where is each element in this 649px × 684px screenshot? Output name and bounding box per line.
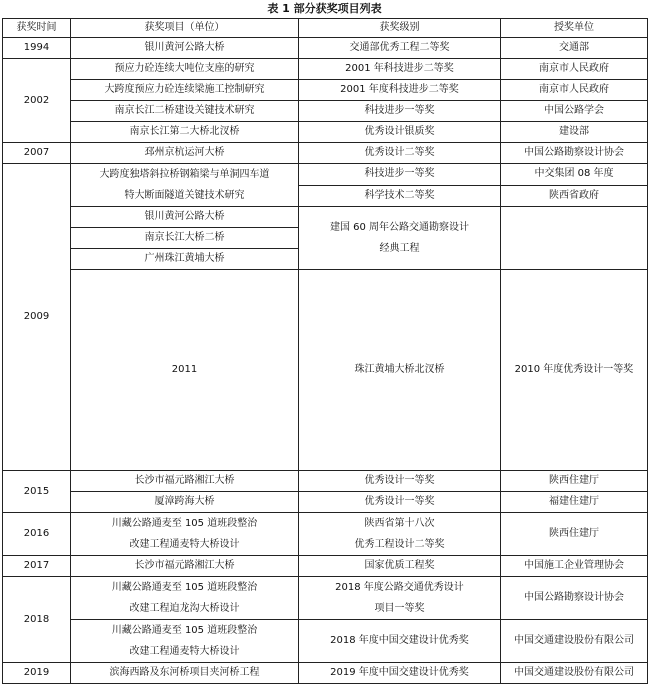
project-line: 特大断面隧道关键技术研究 (124, 190, 245, 201)
level-line: 2018 年度公路交通优秀设计 (335, 582, 464, 593)
year-cell: 1994 (3, 38, 71, 59)
year-cell: 2007 (3, 143, 71, 164)
project-cell (71, 577, 299, 620)
header-org: 授奖单位 (501, 19, 648, 38)
project-cell: 邳州京杭运河大桥 (71, 143, 299, 164)
org-cell: 中交集团 08 年度 (501, 164, 648, 186)
project-cell: 南京长江第二大桥北汊桥 (71, 122, 299, 143)
year-cell: 2015 (3, 471, 71, 513)
project-cell (71, 164, 299, 207)
table-row (3, 143, 648, 164)
table-row (3, 101, 648, 122)
project-cell: 南京长江二桥建设关键技术研究 (71, 101, 299, 122)
project-cell (71, 620, 299, 663)
year-cell: 2017 (3, 556, 71, 577)
table-row (3, 492, 648, 513)
table-title: 表 1 部分获奖项目列表 (267, 2, 382, 15)
table-row (3, 80, 648, 101)
org-cell: 陕西住建厅 (501, 513, 648, 556)
project-cell (71, 513, 299, 556)
table-row (3, 556, 648, 577)
project-line: 改建工程通麦特大桥设计 (129, 539, 240, 550)
level-cell: 2010 年度优秀设计一等奖 (501, 270, 648, 471)
org-cell: 福建住建厅 (501, 492, 648, 513)
year-cell: 2016 (3, 513, 71, 556)
level-cell: 交通部优秀工程二等奖 (299, 38, 501, 59)
table-row (3, 471, 648, 492)
project-cell: 银川黄河公路大桥 (71, 207, 299, 228)
project-line: 川藏公路通麦至 105 道班段整治 (111, 582, 258, 593)
header-project: 获奖项目（单位） (71, 19, 299, 38)
org-cell: 建设部 (501, 122, 648, 143)
project-line: 大跨度独塔斜拉桥钢箱梁与单洞四车道 (99, 169, 270, 180)
level-cell: 科技进步一等奖 (299, 101, 501, 122)
org-cell: 中国交通建设股份有限公司 (501, 620, 648, 663)
org-cell: 中国施工企业管理协会 (501, 556, 648, 577)
level-cell: 2001 年度科技进步二等奖 (299, 80, 501, 101)
table-row (3, 663, 648, 684)
level-line: 陕西省第十八次 (364, 518, 435, 529)
project-cell: 南京长江大桥二桥 (71, 228, 299, 249)
project-cell: 广州珠江黄埔大桥 (71, 249, 299, 270)
level-cell (299, 207, 501, 270)
level-cell (299, 513, 501, 556)
org-cell: 中国公路勘察设计协会 (501, 577, 648, 620)
level-line: 优秀工程设计二等奖 (354, 539, 445, 550)
org-cell: 中国公路勘察设计协会 (501, 143, 648, 164)
project-line: 改建工程迫龙沟大桥设计 (129, 603, 240, 614)
project-cell: 银川黄河公路大桥 (71, 38, 299, 59)
org-cell: 中国公路学会 (501, 101, 648, 122)
org-cell: 交通部 (501, 38, 648, 59)
level-cell: 2019 年度中国交建设计优秀奖 (299, 663, 501, 684)
header-level: 获奖级别 (299, 19, 501, 38)
header-year: 获奖时间 (3, 19, 71, 38)
year-cell: 2002 (3, 59, 71, 143)
org-cell: 陕西住建厅 (501, 471, 648, 492)
level-cell: 优秀设计一等奖 (299, 492, 501, 513)
level-cell: 国家优质工程奖 (299, 556, 501, 577)
level-cell: 科技进步一等奖 (299, 164, 501, 186)
table-row (3, 577, 648, 620)
project-cell: 长沙市福元路湘江大桥 (71, 471, 299, 492)
org-cell: 南京市人民政府 (501, 59, 648, 80)
project-cell: 长沙市福元路湘江大桥 (71, 556, 299, 577)
table-row (3, 59, 648, 80)
level-cell: 2018 年度中国交建设计优秀奖 (299, 620, 501, 663)
project-cell: 珠江黄埔大桥北汊桥 (299, 270, 501, 471)
year-cell: 2011 (71, 270, 299, 471)
level-cell (299, 577, 501, 620)
level-line: 经典工程 (379, 243, 420, 254)
table-row (3, 270, 648, 471)
level-cell: 优秀设计一等奖 (299, 471, 501, 492)
table-row (3, 207, 648, 228)
table-row (3, 620, 648, 663)
year-cell: 2019 (3, 663, 71, 684)
project-cell: 厦漳跨海大桥 (71, 492, 299, 513)
level-cell: 优秀设计银质奖 (299, 122, 501, 143)
table-row (3, 164, 648, 186)
org-cell (501, 207, 648, 270)
project-line: 川藏公路通麦至 105 道班段整治 (111, 518, 258, 529)
level-line: 项目一等奖 (374, 603, 425, 614)
level-cell: 2001 年科技进步二等奖 (299, 59, 501, 80)
level-line: 建国 60 周年公路交通勘察设计 (329, 222, 470, 233)
header-row (3, 19, 648, 38)
table-row (3, 513, 648, 556)
project-line: 川藏公路通麦至 105 道班段整治 (111, 625, 258, 636)
project-cell: 大跨度预应力砼连续梁施工控制研究 (71, 80, 299, 101)
project-line: 改建工程通麦特大桥设计 (129, 646, 240, 657)
year-cell: 2009 (3, 164, 71, 471)
awards-table (2, 18, 648, 684)
project-cell: 预应力砼连续大吨位支座的研究 (71, 59, 299, 80)
level-cell: 科学技术二等奖 (299, 185, 501, 207)
level-cell: 优秀设计二等奖 (299, 143, 501, 164)
org-cell: 陕西省政府 (501, 185, 648, 207)
org-cell: 中国交通建设股份有限公司 (501, 663, 648, 684)
table-row (3, 122, 648, 143)
org-cell: 南京市人民政府 (501, 80, 648, 101)
table-row (3, 38, 648, 59)
project-cell: 滨海西路及东河桥项目夹河桥工程 (71, 663, 299, 684)
year-cell: 2018 (3, 577, 71, 663)
